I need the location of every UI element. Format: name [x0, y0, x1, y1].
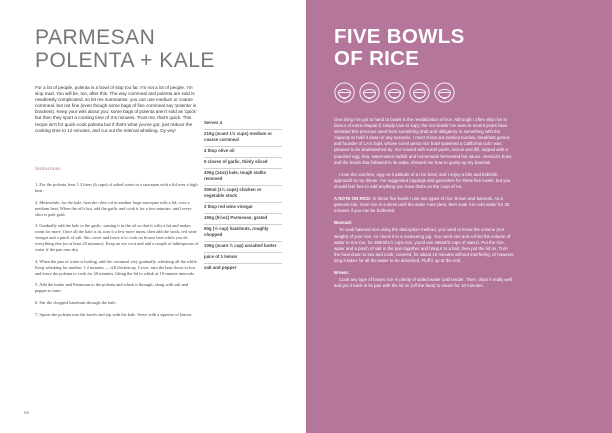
instruction-step: 1. For the polenta, heat 1.3 litres (6 cups) of salted water in a saucepan with a lid over a high heat. [35, 182, 198, 193]
basmati-heading: Basmati: [334, 220, 353, 226]
basmati-text: To cook basmati rice using the absorption method, you need to know the volume (not weight) of your rice, so check it in a measuring jug. You need one and a third the volume of water to rice (so, for 350ml/1½ cups rice, you'd use 465ml/2 cups of water). Put the rice, water and a pinch of salt in the pan together and bring it to a boil, then put the lid on. Turn the heat down to low and cook, covered, for about 10 minutes without interfering, or however long it takes for all the water to be absorbed. Fluff it up at the end. [334, 227, 514, 263]
bowl-icons-row [334, 82, 455, 103]
recipe-title-line-2: POLENTA + KALE [35, 49, 215, 72]
instructions-heading: Instructions [35, 166, 61, 172]
ingredient-item: 210g (scant 1½ cups) medium or coarse cornmeal [204, 130, 282, 147]
ingredient-item: juice of 1 lemon [204, 253, 282, 264]
ingredient-item: 4 tbsp olive oil [204, 147, 282, 158]
body-paragraph: I love the carefree, egg-on-it attitude of a rice bowl, and I enjoy a bits and bobbish approach to my dinner. I've suggested toppings and garnishes for these five bowls, but you should feel free to add anything you have that's on the cusp of rot. [334, 171, 511, 189]
chapter-title [334, 26, 574, 70]
recipe-intro: For a lot of people, polenta is a bowl of slop too far. I'm not a lot of people. I'm slop mad. You will be, too, after this. The way cornmeal and polenta are sold is needlessly complicated, so let me summarise: you can use medium or coarse cornmeal, but not fine (even though some bags of fine cornmeal say 'polenta' in brackets). Keep your wits about you: some bags of polenta aren't sold as 'quick' but then they sport a cooking time of 3-5 minutes. Trust me, that's quick. This recipe isn't for quick-cook polenta but if that's what you've got, just reduce the cooking time to 12 minutes, and cut out the interval whisking. Oy vey! [35, 85, 197, 133]
rice-bowl-icon [409, 82, 430, 103]
instruction-step: 7. Spoon the polenta into the bowls and top with the kale. Serve with a squeeze of lemon. [35, 311, 193, 317]
ingredient-item: 100g (scant ½ cup) unsalted butter [204, 242, 282, 253]
ingredients-list [204, 119, 282, 274]
ingredient-item: 300ml (1¼ cups) chicken or vegetable stock [204, 186, 282, 203]
rice-note-lead: A NOTE ON RICE: [334, 196, 372, 202]
ingredient-item: 60g (½ cup) hazelnuts, roughly chopped [204, 225, 282, 242]
recipe-title [35, 26, 235, 72]
ingredient-item: 2 tbsp red wine vinegar [204, 203, 282, 214]
ingredient-item: 150g (5½oz) Parmesan, grated [204, 214, 282, 225]
rice-note-text: In these five bowls I use two types of rice: brown and basmati. As a general rule, rinse rice in a sieve until the water runs clear, then soak it in cold water for 30 minutes if you can be bothered. [334, 196, 510, 214]
rice-bowl-icon [384, 82, 405, 103]
rice-bowl-icon [434, 82, 455, 103]
brown-heading: Brown: [334, 269, 350, 275]
recipe-title-line-1: PARMESAN [35, 26, 156, 49]
instruction-step: 3. Gradually add the kale to the garlic, turning it in the oil so that it wilts a bit and makes room for more. Once all the kale is in, turn it a few more times, then add the stock, red wine vinegar and a pinch of salt. Stir, cover and leave it to cook on lowest heat while you do everything else (or at least 20 minutes). Keep an eye on it and add a couple of tablespoons of water if the pan runs dry. [35, 223, 199, 253]
ingredient-item: 400g (14oz) kale, tough stalks removed [204, 169, 282, 186]
ingredient-item: 5 cloves of garlic, thinly sliced [204, 158, 282, 169]
chapter-title-line-2: OF RICE [334, 47, 420, 70]
instruction-step: 4. When the pan of water is boiling, add the cornmeal very gradually, whisking all the while. Keep whisking for another 1-2 minutes — it'll thicken up. Cover, turn the heat down to low and leave the polenta to cook for 20 minutes, lifting the lid to whisk at 10-minute intervals. [35, 258, 198, 276]
instruction-step: 2. Meanwhile, for the kale, heat the olive oil in another large saucepan with a lid, over a medium heat. When the oil's hot, add the garlic and cook it for a few minutes, until every slice is pale gold. [35, 199, 192, 217]
page-number: 66 [24, 410, 30, 415]
chapter-body [334, 117, 514, 295]
rice-bowl-icon [359, 82, 380, 103]
chapter-title-line-1: FIVE BOWLS [334, 25, 465, 48]
ingredient-item: Serves 4 [204, 119, 282, 130]
ingredient-item: salt and pepper [204, 265, 237, 270]
instruction-step: 6. Stir the chopped hazelnuts through the kale. [35, 299, 117, 305]
rice-bowl-icon [334, 82, 355, 103]
rice-note [334, 196, 514, 214]
instruction-step: 5. Add the butter and Parmesan to the polenta and whisk it through, along with salt and pepper to taste. [35, 282, 188, 294]
brown-text: Cook any type of brown rice in plenty of salted water until tender. Then, drain it really well and put it back in its pan with the lid on (off the heat) to steam for 10 minutes. [334, 277, 512, 289]
body-paragraph: One thing I've got to hand to bowls is the revitalization of rice. Although I often skip rice in favour of extra chapati (I simply love to sop), the rice bowls I've seen in recent years have elevated this precious seed from something drab and obligatory to something with the capacity to hold it down in any scenario. I must shout out Jessica Koslow, breakfast genius and founder of LA's Sqirl, whose sorrel pesto rice bowl spawned a California cult I was pleased to be brainwashed by: rice tossed with sorrel purée, lemon and dill, topped with a poached egg, feta, watermelon radish and homemade fermented hot sauce. Jessica's bowl, and the bowls that followed in its wake, showed me how to gussy up my basmati. [334, 117, 513, 165]
instruction-steps [35, 182, 200, 323]
